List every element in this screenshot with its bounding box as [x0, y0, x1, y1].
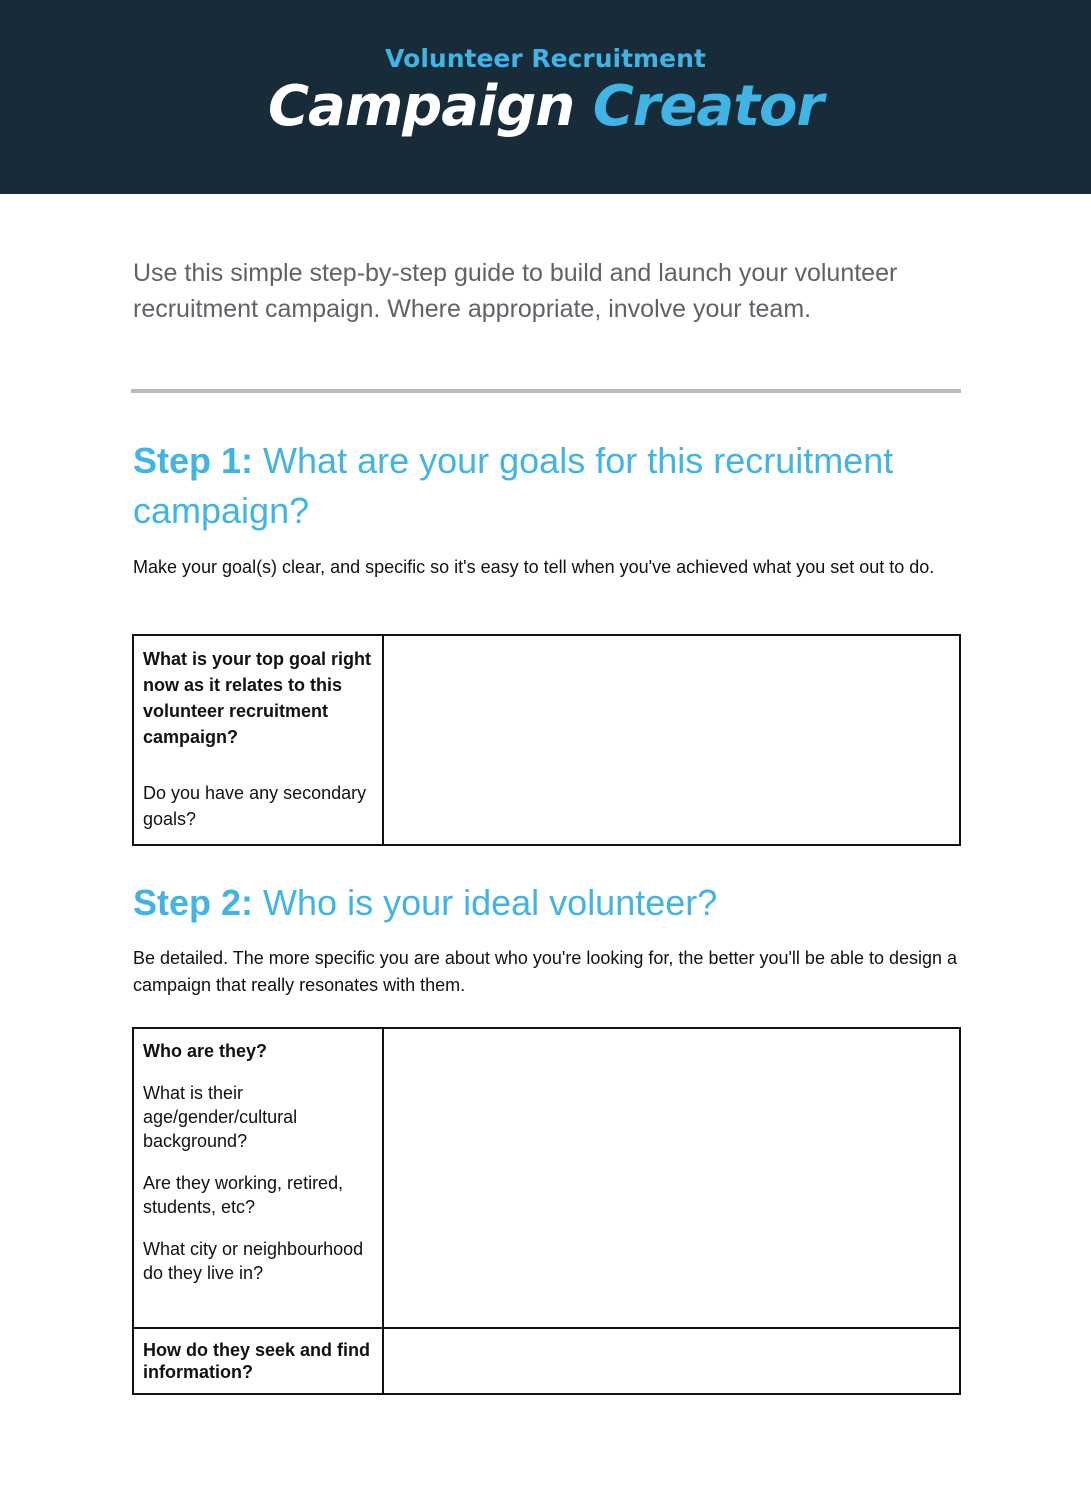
- occupation-question: Are they working, retired, students, etc?: [143, 1173, 344, 1217]
- step-1-description: Make your goal(s) clear, and specific so it's easy to tell when you've achieved what you set out to do.: [133, 557, 935, 577]
- step-1-heading: [133, 436, 953, 536]
- goals-answer-field[interactable]: [384, 636, 959, 844]
- step-2-label: Step 2:: [133, 882, 254, 923]
- question-cell: [134, 1329, 384, 1393]
- location-question: What city or neighbourhood do they live in?: [143, 1239, 364, 1283]
- header-banner: [0, 0, 1091, 194]
- step-2-table: [132, 1027, 961, 1395]
- header-subtitle: Volunteer Recruitment: [385, 44, 706, 73]
- step-1-label: Step 1:: [133, 440, 254, 481]
- volunteer-profile-answer-field[interactable]: [384, 1029, 959, 1327]
- step-1-table: [132, 634, 961, 846]
- header-title: [0, 74, 1091, 139]
- table-row: [134, 1327, 959, 1393]
- section-divider: [131, 389, 961, 393]
- step-2-description: Be detailed. The more specific you are about who you're looking for, the better you'll be able to design a campaign that really resonates with them.: [133, 948, 958, 995]
- background-question: What is their age/gender/cultural background?: [143, 1083, 298, 1151]
- question-cell: [134, 636, 384, 844]
- table-row: [134, 636, 959, 844]
- step-1-question: What are your goals for this recruitment campaign?: [133, 440, 894, 531]
- information-seeking-answer-field[interactable]: [384, 1329, 959, 1393]
- table-row: [134, 1029, 959, 1327]
- who-are-they-question: Who are they?: [143, 1041, 268, 1061]
- question-cell: [134, 1029, 384, 1327]
- secondary-goals-question: Do you have any secondary goals?: [143, 783, 367, 829]
- step-2-question: Who is your ideal volunteer?: [263, 882, 718, 923]
- intro-paragraph: Use this simple step-by-step guide to build and launch your volunteer recruitment campaign. Where appropriate, involve your team.: [133, 259, 898, 323]
- header-title-word-2: Creator: [592, 74, 824, 139]
- step-2-heading: [133, 878, 953, 928]
- header-title-word-1: Campaign: [267, 74, 575, 139]
- top-goal-question: What is your top goal right now as it relates to this volunteer recruitment campaign?: [143, 649, 371, 747]
- information-seeking-question: How do they seek and find information?: [143, 1340, 371, 1382]
